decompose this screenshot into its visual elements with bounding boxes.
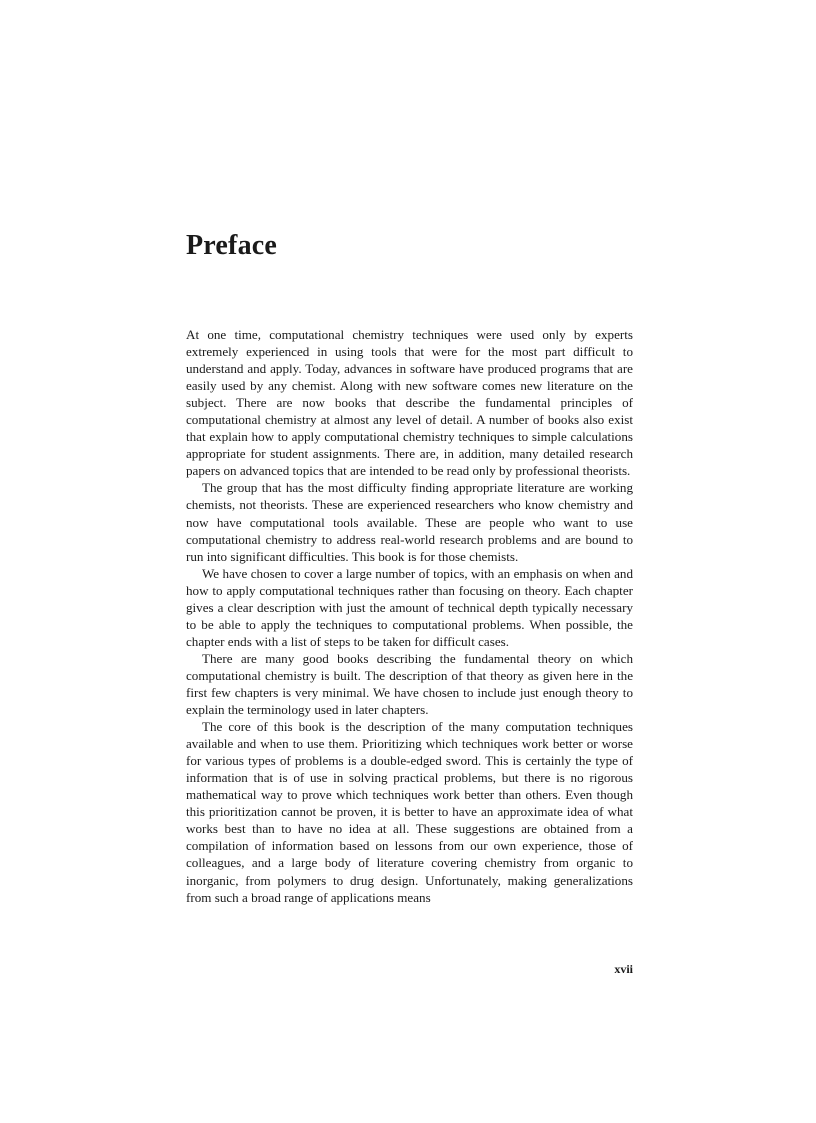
page-title: Preface (186, 230, 278, 261)
paragraph-theory: There are many good books describing the fundamental theory on which computational chemistry is built. The description of that theory as given here in the first few chapters is very minimal. We have chosen to include just enough theory to explain the terminology used in later chapters. (186, 650, 633, 718)
paragraph-core: The core of this book is the description of the many computation techniques available and when to use them. Prioritizing which techniques work better or worse for various types of problems is a double-edged sword. This is certainly the type of information that is of use in solving practical problems, but there is no rigorous mathematical way to prove which techniques work better than others. Even though this prioritization cannot be proven, it is better to have an approximate idea of what works best than to have no idea at all. These suggestions are obtained from a compilation of information based on lessons from our own experience, those of colleagues, and a large body of literature covering chemistry from organic to inorganic, from polymers to drug design. Unfortunately, making generalizations from such a broad range of applications means (186, 719, 633, 905)
body-text (186, 326, 633, 906)
page-number: xvii (614, 962, 633, 976)
paragraph-intro: At one time, computational chemistry techniques were used only by experts extremely experienced in using tools that were for the most part difficult to understand and apply. Today, advances in software have produced programs that are easily used by any chemist. Along with new software comes new literature on the subject. There are now books that describe the fundamental principles of computational chemistry at almost any level of detail. A number of books also exist that explain how to apply computational chemistry techniques to simple calculations appropriate for student assignments. There are, in addition, many detailed research papers on advanced topics that are intended to be read only by professional theorists. (186, 327, 633, 479)
paragraph-scope: We have chosen to cover a large number of topics, with an emphasis on when and how to apply computational techniques rather than focusing on theory. Each chapter gives a clear description with just the amount of technical depth typically necessary to be able to apply the techniques to computational problems. When possible, the chapter ends with a list of steps to be taken for difficult cases. (186, 565, 633, 649)
paragraph-audience: The group that has the most difficulty finding appropriate literature are working chemists, not theorists. These are experienced researchers who know chemistry and now have computational tools available. These are people who want to use computational chemistry to address real-world research problems and are bound to run into significant difficulties. This book is for those chemists. (186, 480, 633, 564)
